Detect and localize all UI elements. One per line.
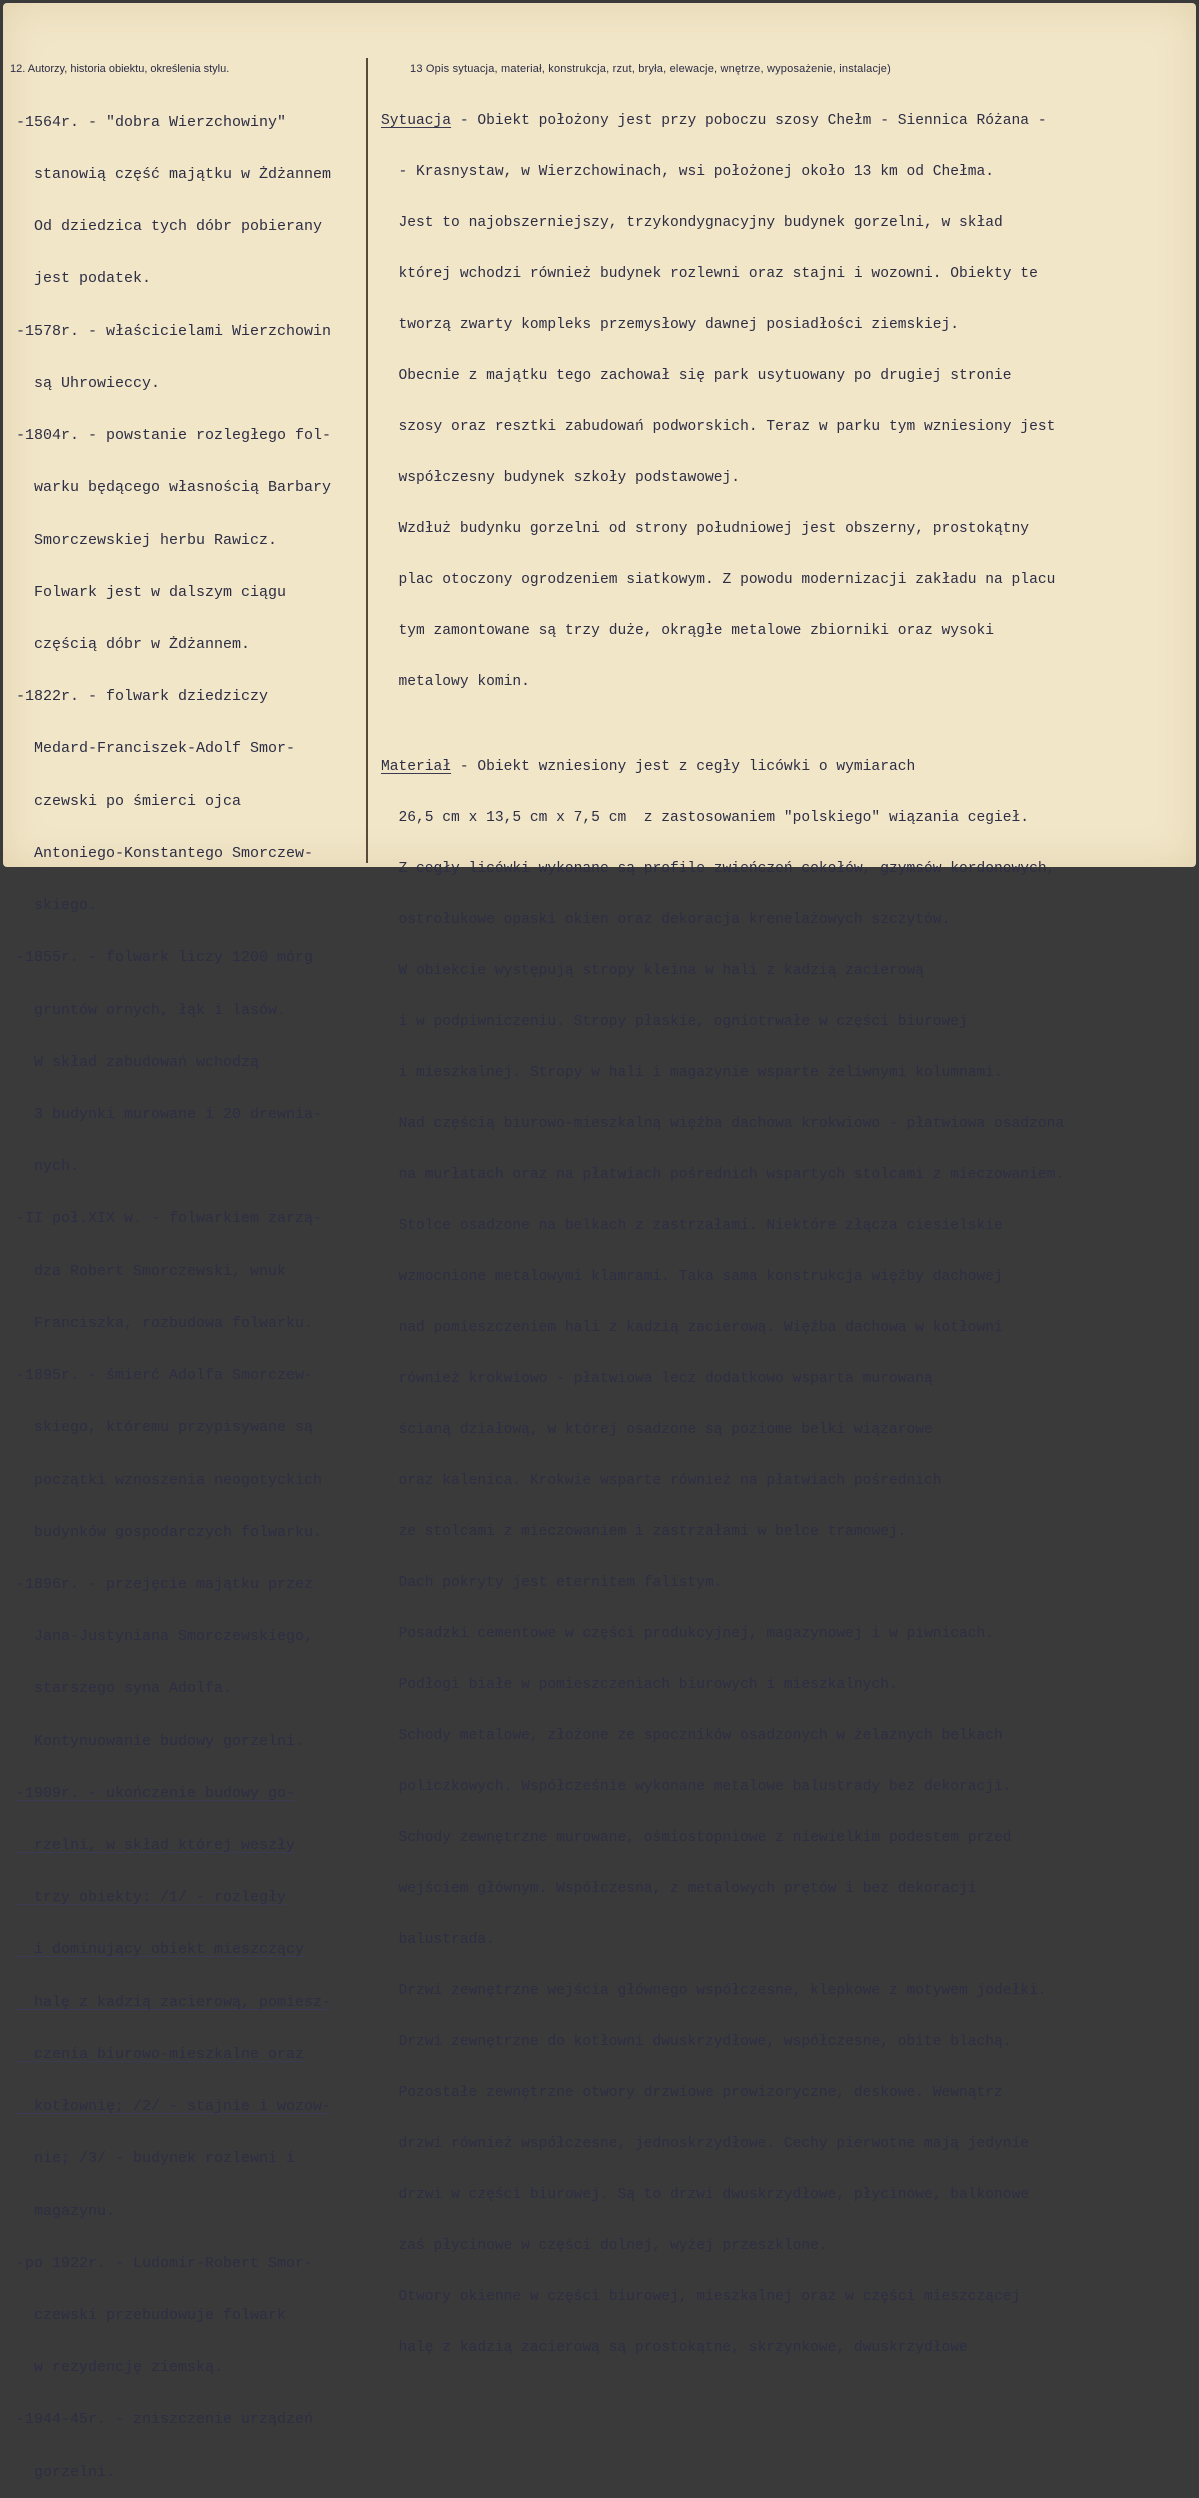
description-line: ze stolcami z mieczowaniem i zastrzałami w belce tramowej. (381, 1524, 907, 1540)
description-line: drzwi również współczesne, jednoskrzydłowe. Cechy pierwotne mają jedynie (381, 2136, 1030, 2152)
history-line: -po 1922r. - Ludomir-Robert Smor- (16, 2254, 314, 2272)
description-line: Dach pokryty jest eternitem falistym. (381, 1575, 723, 1591)
history-line: stanowią część majątku w Żdżannem (16, 166, 332, 184)
description-line: Wzdłuż budynku gorzelni od strony południowej jest obszerny, prostokątny (381, 521, 1030, 537)
history-line: Kontynuowanie budowy gorzelni. (16, 1732, 305, 1750)
description-line: Sytuacja - Obiekt położony jest przy poboczu szosy Chełm - Siennica Różana - (381, 113, 1047, 129)
description-line: 26,5 cm x 13,5 cm x 7,5 cm z zastosowaniem "polskiego" wiązania cegieł. (381, 810, 1030, 826)
section-heading: Sytuacja (381, 113, 452, 129)
description-line: nad pomieszczeniem hali z kadzią zacierową. Więźba dachowa w kotłowni (381, 1320, 1003, 1336)
description-line: W obiekcie występują stropy kleina w hali z kadzią zacierową (381, 963, 924, 979)
history-line: Medard-Franciszek-Adolf Smor- (16, 740, 296, 758)
history-line-underlined: i dominujący obiekt mieszczący (16, 1941, 305, 1959)
history-line: W skład zabudowań wchodzą (16, 1053, 260, 1071)
description-line: na murłatach oraz na płatwiach pośrednich wspartych stolcami z mieczowaniem. (381, 1167, 1065, 1183)
description-line: Materiał - Obiekt wzniesiony jest z cegły licówki o wymiarach (381, 759, 916, 775)
description-line: ścianą działową, w której osadzone są poziome belki wiązarowe (381, 1422, 933, 1438)
description-line: policzkowych. Współcześnie wykonane metalowe balustrady bez dekoracji. (381, 1779, 1012, 1795)
description-column (381, 79, 1064, 2408)
history-line: dza Robert Smorczewski, wnuk (16, 1262, 287, 1280)
description-line: Posadzki cementowe w części produkcyjnej, magazynowej i w piwnicach. (381, 1626, 995, 1642)
history-line: częścią dóbr w Żdżannem. (16, 636, 251, 653)
history-line: 3 budynki murowane i 20 drewnia- (16, 1105, 323, 1123)
history-line: magazynu. (16, 2202, 116, 2220)
description-line: Drzwi zewnętrzne wejścia głównego współczesne, klepkowe z motywem jodełki. (381, 1983, 1047, 1999)
description-line: Schody zewnętrzne murowane, ośmiostopniowe z niewielkim podestem przed (381, 1830, 1012, 1846)
history-line-underlined: czenia biurowo-mieszkalne oraz (16, 2045, 305, 2063)
description-line: ostrołukowe opaski okien oraz dekoracja krenelażowych szczytów. (381, 912, 951, 928)
history-line: skiego. (16, 897, 98, 915)
description-line: metalowy komin. (381, 674, 530, 690)
description-line: Otwory okienne w części biurowej, mieszkalnej oraz w części mieszczącej (381, 2289, 1021, 2305)
description-line: Drzwi zewnętrzne do kotłowni dwuskrzydłowe, współczesne, obite blachą. (381, 2034, 1012, 2050)
description-line: balustrada. (381, 1932, 495, 1948)
history-line: budynków gospodarczych folwarku. (16, 1523, 323, 1541)
column-divider (366, 58, 368, 863)
description-line: - Krasnystaw, w Wierzchowinach, wsi położonej około 13 km od Chełma. (381, 164, 995, 180)
description-line: Stolce osadzone na belkach z zastrzałami. Niektóre złącza ciesielskie (381, 1218, 1003, 1234)
history-line: -II poł.XIX w. - folwarkiem zarzą- (16, 1210, 323, 1228)
history-line: Smorczewskiej herbu Rawicz. (16, 531, 278, 549)
description-line: Obecnie z majątku tego zachował się park usytuowany po drugiej stronie (381, 368, 1012, 384)
history-line: -1804r. - powstanie rozległego fol- (16, 427, 332, 445)
history-line: Folwark jest w dalszym ciągu (16, 583, 287, 601)
history-line: nie; /3/ - budynek rozlewni i (16, 2150, 296, 2168)
history-line: Franciszka, rozbudowa folwarku. (16, 1314, 314, 1332)
history-line-underlined: rzelni, w skład której weszły (16, 1837, 296, 1855)
description-line: wejściem głównym. Współczesna, z metalowych prętów i bez dekoracji (381, 1881, 977, 1897)
history-line: Jana-Justyniana Smorczewskiego, (16, 1628, 314, 1646)
right-section-header: 13 Opis sytuacja, materiał, konstrukcja, rzut, bryła, elewacje, wnętrze, wyposażenie, instalacje) (410, 63, 891, 75)
description-line: współczesny budynek szkoły podstawowej. (381, 470, 741, 486)
history-line: gruntów ornych, łąk i lasów. (16, 1001, 287, 1019)
history-line: jest podatek. (16, 270, 152, 288)
left-section-header: 12. Autorzy, historia obiektu, określenia stylu. (10, 63, 230, 75)
history-line: początki wznoszenia neogotyckich (16, 1471, 323, 1489)
description-line: Z cegły licówki wykonane są profile zwieńczeń cokołów, gzymsów kordonowych, (381, 861, 1056, 877)
description-line: tym zamontowane są trzy duże, okrągłe metalowe zbiorniki oraz wysoki (381, 623, 995, 639)
description-line: halę z kadzią zacierową są prostokątne, skrzynkowe, dwuskrzydłowe (381, 2340, 968, 2356)
history-line: warku będącego własnością Barbary (16, 479, 332, 497)
description-line: oraz kalenica. Krokwie wsparte również na płatwiach pośrednich (381, 1473, 942, 1489)
description-line: i w podpiwniczeniu. Stropy płaskie, ogniotrwałe w części biurowej (381, 1014, 968, 1030)
history-line: Od dziedzica tych dóbr pobierany (16, 218, 323, 236)
history-line: -1855r. - folwark liczy 1200 mórg (16, 949, 314, 967)
history-line: są Uhrowieccy. (16, 374, 161, 392)
history-line-underlined: kotłownię; /2/ - stajnie i wozow- (16, 2098, 332, 2116)
description-line: również krokwiowo - płatwiowa lecz dodatkowo wsparta murowaną (381, 1371, 933, 1387)
history-column (16, 79, 331, 2498)
description-line: drzwi w części biurowej. Są to drzwi dwuskrzydłowe, płycinowe, balkonowe (381, 2187, 1030, 2203)
history-line: czewski przebudowuje folwark (16, 2307, 287, 2324)
history-line-underlined: trzy obiekty: /1/ - rozległy (16, 1889, 287, 1907)
description-line: Jest to najobszerniejszy, trzykondygnacyjny budynek gorzelni, w skład (381, 215, 1003, 231)
history-line: -1944-45r. - zniszczenie urządzeń (16, 2411, 314, 2429)
history-line: gorzelni. (16, 2463, 116, 2481)
history-line: nych. (16, 1158, 80, 1176)
history-line: -1578r. - właścicielami Wierzchowin (16, 322, 332, 340)
history-line-underlined: halę z kadzią zacierową, pomiesz- (16, 1993, 332, 2011)
history-line: -1896r. - przejęcie majątku przez (16, 1575, 314, 1593)
history-line: skiego, któremu przypisywane są (16, 1419, 314, 1437)
history-line: w rezydencję ziemską. (16, 2359, 224, 2377)
history-line: -1822r. - folwark dziedziczy (16, 688, 269, 706)
description-line: Nad częścią biurowo-mieszkalną więźba dachowa krokwiowo - płatwiowa osadzona (381, 1116, 1065, 1132)
description-line: plac otoczony ogrodzeniem siatkowym. Z powodu modernizacji zakładu na placu (381, 572, 1056, 588)
history-line: starszego syna Adolfa. (16, 1680, 233, 1698)
history-line-underlined: -1909r. - ukończenie budowy go- (16, 1784, 296, 1802)
description-line: Podłogi białe w pomieszczeniach biurowych i mieszkalnych. (381, 1677, 898, 1693)
history-line: czewski po śmierci ojca (16, 792, 242, 810)
description-line: Schody metalowe, złożone ze spoczników osadzonych w żelaznych belkach (381, 1728, 1003, 1744)
description-line: zaś płycinowe w części dolnej, wyżej przeszklone. (381, 2238, 828, 2254)
description-line: wzmocnione metalowymi klamrami. Taka sama konstrukcja więźby dachowej (381, 1269, 1003, 1285)
history-line: -1895r. - śmierć Adolfa Smorczew- (16, 1367, 314, 1385)
section-heading: Materiał (381, 759, 452, 775)
description-line: Pozostałe zewnętrzne otwory drzwiowe prowizoryczne, deskowe. Wewnątrz (381, 2085, 1003, 2101)
description-line: i mieszkalnej. Stropy w hali i magazynie wsparte żeliwnymi kolumnami. (381, 1065, 1003, 1081)
history-line: Antoniego-Konstantego Smorczew- (16, 844, 314, 862)
description-line: której wchodzi również budynek rozlewni oraz stajni i wozowni. Obiekty te (381, 266, 1038, 282)
history-line: -1564r. - "dobra Wierzchowiny" (16, 113, 287, 131)
description-line: tworzą zwarty kompleks przemysłowy dawnej posiadłości ziemskiej. (381, 317, 960, 333)
description-line: szosy oraz resztki zabudowań podworskich. Teraz w parku tym wzniesiony jest (381, 419, 1056, 435)
